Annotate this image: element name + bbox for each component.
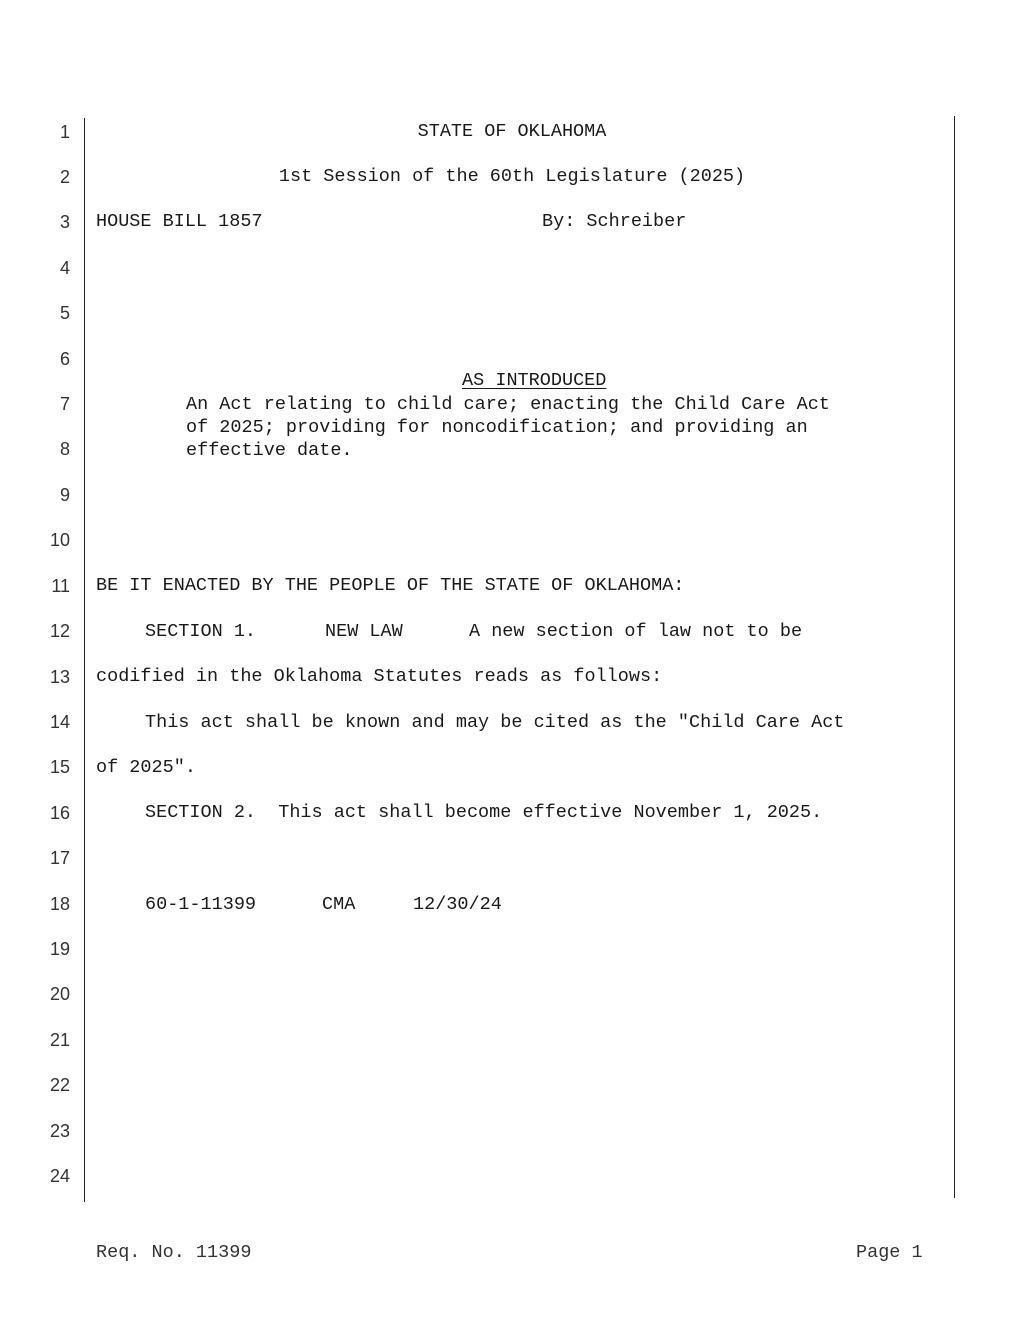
line-number: 6 [59,349,70,369]
right-margin-rule [954,116,955,1198]
line-number: 14 [49,712,70,732]
session-heading: 1st Session of the 60th Legislature (2025) [278,166,746,187]
line-number: 21 [49,1030,70,1050]
section-1-label: SECTION 1. [145,621,257,642]
page-number: Page 1 [856,1242,923,1263]
line-number: 16 [49,803,70,823]
bill-number: HOUSE BILL 1857 [96,211,263,232]
enacting-clause: BE IT ENACTED BY THE PEOPLE OF THE STATE OF OKLAHOMA: [96,575,685,596]
request-number: Req. No. 11399 [96,1242,252,1263]
line-number: 24 [49,1166,70,1186]
line-number: 1 [59,122,70,142]
bill-author: By: Schreiber [542,211,687,232]
drafting-date: 12/30/24 [413,894,502,915]
left-margin-rule [84,118,85,1202]
line-number: 15 [49,757,70,777]
line-number: 11 [51,576,70,596]
act-title: An Act relating to child care; enacting the Child Care Act of 2025; providing for noncodification; and providing an effective date. [186,394,830,461]
drafting-number: 60-1-11399 [145,894,257,915]
state-heading: STATE OF OKLAHOMA [417,121,607,142]
line-number: 7 [59,394,70,414]
section-1-type: NEW LAW [325,621,403,642]
line-number: 19 [49,939,70,959]
section-2-text: SECTION 2. This act shall become effective November 1, 2025. [145,802,823,823]
drafting-initials: CMA [322,894,356,915]
line-number: 4 [59,258,70,278]
line-number: 5 [59,303,70,323]
line-number: 17 [49,848,70,868]
section-1-text: A new section of law not to be [469,621,803,642]
line-number: 9 [59,485,70,505]
line-number: 22 [49,1075,70,1095]
line-number: 18 [49,894,70,914]
section-1-body-cont: of 2025". [96,757,196,778]
line-number: 2 [59,167,70,187]
line-number: 12 [49,621,70,641]
line-number: 13 [49,667,70,687]
section-1-body: This act shall be known and may be cited as the "Child Care Act [145,712,845,733]
bill-status: AS INTRODUCED [462,370,607,391]
line-number: 20 [49,984,70,1004]
line-number: 3 [59,212,70,232]
section-1-text-cont: codified in the Oklahoma Statutes reads as follows: [96,666,663,687]
line-number: 10 [49,530,70,550]
line-number: 23 [49,1121,70,1141]
line-number: 8 [59,439,70,459]
